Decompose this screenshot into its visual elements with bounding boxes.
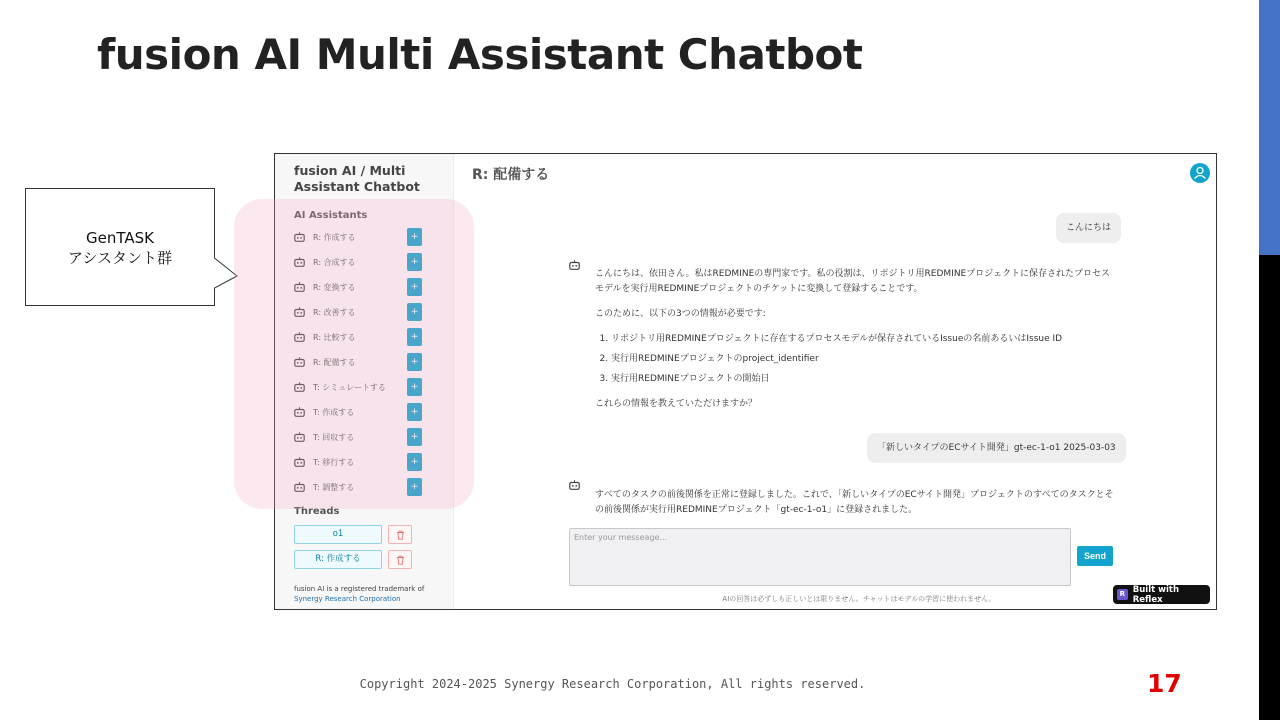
trash-icon (396, 530, 405, 540)
user-message: こんにちは (1056, 213, 1121, 243)
threads-header: Threads (294, 506, 340, 517)
badge-text: Built with Reflex (1132, 584, 1180, 605)
robot-icon (569, 260, 580, 270)
built-with-reflex-badge[interactable] (1113, 585, 1210, 604)
callout-text (25, 228, 215, 268)
thread-button[interactable]: o1 (294, 525, 382, 544)
assistant-label: T: 回収する (313, 432, 355, 442)
delete-thread-button[interactable] (388, 525, 412, 544)
assistant-message (595, 488, 1115, 528)
reflex-logo-icon: R (1117, 589, 1128, 600)
message-paragraph: こんにちは、依田さん。私はREDMINEの専門家です。私の役割は、リポジトリ用REDMINEプロジェクトに保存されたプロセスモデルを実行用REDMINEプロジェクトのチケットに変換して登録することです。 (595, 269, 1111, 294)
assistant-label: R: 作成する (313, 232, 356, 242)
message-input[interactable] (569, 528, 1071, 586)
assistants-header: AI Assistants (294, 210, 368, 221)
assistant-message (595, 267, 1115, 422)
list-item: 3. 実行用REDMINEプロジェクトの開始日 (611, 372, 1115, 387)
add-assistant-button[interactable]: + (407, 328, 422, 346)
user-message: 「新しいタイプのECサイト開発」gt-ec-1-o1 2025-03-03 (867, 433, 1126, 463)
add-assistant-button[interactable]: + (407, 378, 422, 396)
add-assistant-button[interactable]: + (407, 253, 422, 271)
list-item: 2. 実行用REDMINEプロジェクトのproject_identifier (611, 352, 1115, 367)
assistant-label: T: シミュレートする (313, 382, 386, 392)
sidebar-brand (294, 163, 444, 195)
add-assistant-button[interactable]: + (407, 228, 422, 246)
slide-accent-bar-black (1259, 255, 1280, 720)
add-assistant-button[interactable]: + (407, 428, 422, 446)
chat-title: R: 配備する (472, 167, 550, 183)
user-silhouette-icon (1190, 163, 1210, 183)
assistant-label: R: 合成する (313, 257, 356, 267)
assistant-label: T: 調整する (313, 482, 355, 492)
assistant-label: T: 移行する (313, 457, 355, 467)
assistant-label: R: 比較する (313, 332, 356, 342)
message-paragraph: このために、以下の3つの情報が必要です: (595, 309, 766, 319)
trademark-text: fusion AI is a registered trademark of (294, 585, 425, 593)
add-assistant-button[interactable]: + (407, 353, 422, 371)
callout-line-2: アシスタント群 (68, 249, 172, 267)
trademark-note (294, 584, 424, 604)
add-assistant-button[interactable]: + (407, 303, 422, 321)
add-assistant-button[interactable]: + (407, 403, 422, 421)
thread-button[interactable]: R: 作成する (294, 550, 382, 569)
slide-accent-bar-blue (1259, 0, 1280, 255)
add-assistant-button[interactable]: + (407, 478, 422, 496)
delete-thread-button[interactable] (388, 550, 412, 569)
trademark-link[interactable]: Synergy Research Corporation (294, 595, 401, 603)
message-paragraph: すべてのタスクの前後関係を正常に登録しました。これで、「新しいタイプのECサイト開発」プロジェクトのすべてのタスクとその前後関係が実行用REDMINEプロジェクト「gt-ec-1-o1」に登録されました。 (595, 490, 1114, 515)
ai-disclaimer: AIの回答は必ずしも正しいとは限りません。チャットはモデルの学習に使われません。 (722, 595, 996, 603)
page-number: 17 (1147, 669, 1182, 698)
user-avatar-icon[interactable] (1190, 163, 1210, 183)
copyright-footer: Copyright 2024-2025 Synergy Research Corporation, All rights reserved. (359, 677, 866, 691)
assistant-label: T: 作成する (313, 407, 355, 417)
brand-line-2: Assistant Chatbot (294, 179, 420, 194)
brand-line-1: fusion AI / Multi (294, 163, 406, 178)
gentask-callout (25, 188, 215, 306)
list-item: 1. リポジトリ用REDMINEプロジェクトに存在するプロセスモデルが保存されているIssueの名前あるいはIssue ID (611, 332, 1115, 347)
assistant-label: R: 変換する (313, 282, 356, 292)
slide-title: fusion AI Multi Assistant Chatbot (97, 30, 863, 79)
message-list (611, 332, 1115, 387)
assistant-label: R: 配備する (313, 357, 356, 367)
message-paragraph: これらの情報を教えていただけますか？ (595, 399, 758, 409)
send-button[interactable]: Send (1077, 546, 1113, 566)
trash-icon (396, 555, 405, 565)
callout-line-1: GenTASK (86, 229, 154, 247)
add-assistant-button[interactable]: + (407, 453, 422, 471)
add-assistant-button[interactable]: + (407, 278, 422, 296)
assistant-group-highlight (234, 199, 474, 509)
robot-icon (569, 480, 580, 490)
assistant-label: R: 改善する (313, 307, 356, 317)
